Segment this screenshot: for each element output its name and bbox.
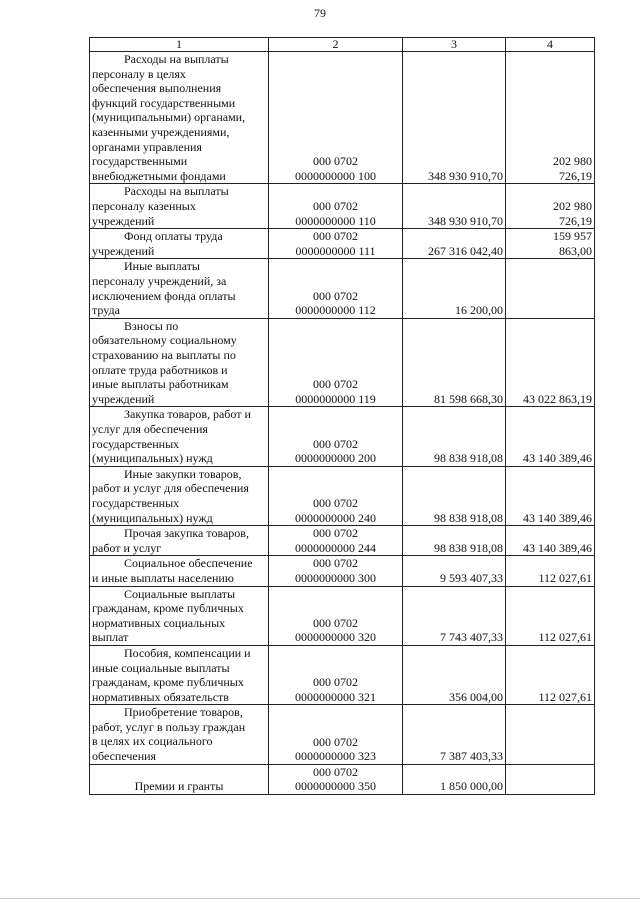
amount-col4-cell: [506, 645, 595, 704]
expense-name-line: учреждений: [92, 243, 155, 258]
expense-name-line: (муниципальных) нужд: [92, 451, 213, 466]
expense-name-line: Расходы на выплаты: [124, 52, 229, 66]
expense-name-line: Приобретение товаров,: [124, 705, 243, 720]
expense-name-cell: [90, 586, 269, 645]
expense-name-line: (муниципальными) органами,: [92, 110, 246, 125]
budget-code-line: 0000000000 110: [295, 213, 376, 228]
expense-name-line: Прочая закупка товаров,: [124, 526, 249, 541]
budget-code-line: 0000000000 350: [295, 779, 376, 794]
amount-col3-value: 98 838 918,08: [434, 510, 503, 525]
budget-code-cell: [269, 645, 403, 704]
column-header-4: 4: [506, 38, 595, 52]
budget-code-cell: [269, 466, 403, 525]
table-row: [90, 645, 595, 704]
budget-code-line: 0000000000 300: [295, 570, 376, 585]
expense-name-cell: [90, 526, 269, 556]
expense-name-line: государственных: [92, 436, 180, 451]
budget-code-line: 0000000000 244: [295, 540, 376, 555]
column-header-2: 2: [269, 38, 403, 52]
expense-name-line: Фонд оплаты труда: [124, 229, 223, 244]
expense-name-line: услуг для обеспечения: [92, 421, 208, 436]
amount-col4-cell: [506, 526, 595, 556]
expense-name-cell: [90, 229, 269, 259]
table-row: [90, 318, 595, 407]
column-header-1: 1: [90, 38, 269, 52]
header-row: [90, 38, 595, 52]
expense-name-line: Иные выплаты: [124, 259, 200, 274]
expense-name-line: Социальное обеспечение: [124, 556, 253, 571]
expense-name-line: внебюджетными фондами: [92, 168, 226, 183]
amount-col3-cell: [403, 259, 506, 318]
amount-col4-cell: [506, 407, 595, 466]
expense-name-line: казенными учреждениями,: [92, 124, 230, 139]
budget-code-line: 0000000000 100: [295, 168, 376, 183]
table-body: [90, 52, 595, 795]
expense-name-line: персоналу учреждений, за: [92, 273, 227, 288]
amount-col4-value: 202 980: [553, 154, 592, 169]
amount-col4-cell: [506, 229, 595, 259]
budget-code-line: 0000000000 321: [295, 689, 376, 704]
table-row: [90, 466, 595, 525]
expense-name-cell: [90, 556, 269, 586]
table-row: [90, 705, 595, 764]
expense-name-line: нормативных обязательств: [92, 689, 229, 704]
budget-code-cell: [269, 184, 403, 229]
expense-name-line: гражданам, кроме публичных: [92, 675, 244, 690]
expense-name-line: обязательному социальному: [92, 333, 237, 348]
table-row: [90, 229, 595, 259]
expense-name-line: работ и услуг: [92, 540, 162, 555]
table-row: [90, 259, 595, 318]
page-number: 79: [314, 6, 326, 20]
amount-col3-value: 9 593 407,33: [440, 570, 503, 585]
budget-table: [89, 37, 595, 795]
amount-col3-cell: [403, 556, 506, 586]
expense-name-cell: [90, 407, 269, 466]
budget-code-line: 000 0702: [313, 154, 358, 169]
amount-col4-value: 112 027,61: [538, 570, 592, 585]
amount-col3-cell: [403, 466, 506, 525]
expense-name-line: Пособия, компенсации и: [124, 645, 251, 660]
amount-col3-value: 16 200,00: [455, 303, 503, 318]
amount-col4-value: 112 027,61: [538, 630, 592, 645]
column-header-3: 3: [403, 38, 506, 52]
expense-name-line: обеспечения: [92, 749, 157, 764]
amount-col3-value: 7 387 403,33: [440, 749, 503, 764]
budget-code-line: 0000000000 240: [295, 510, 376, 525]
table-row: [90, 586, 595, 645]
amount-col4-cell: [506, 466, 595, 525]
amount-col3-value: 7 743 407,33: [440, 630, 503, 645]
amount-col3-cell: [403, 764, 506, 794]
amount-col3-value: 1 850 000,00: [440, 779, 503, 794]
amount-col4-value: 43 140 389,46: [523, 540, 592, 555]
budget-code-cell: [269, 764, 403, 794]
amount-col4-value: 112 027,61: [538, 689, 592, 704]
amount-col4-value: 202 980: [553, 199, 592, 213]
budget-code-line: 000 0702: [313, 764, 358, 779]
budget-code-cell: [269, 526, 403, 556]
budget-code-line: 0000000000 200: [295, 451, 376, 466]
amount-col4-cell: [506, 556, 595, 586]
amount-col4-value: 726,19: [559, 168, 592, 183]
budget-code-line: 0000000000 323: [295, 749, 376, 764]
amount-col4-cell: [506, 705, 595, 764]
budget-code-cell: [269, 705, 403, 764]
expense-name-line: персоналу казенных: [92, 198, 196, 213]
expense-name-line: иные социальные выплаты: [92, 660, 230, 675]
amount-col3-cell: [403, 318, 506, 407]
budget-code-line: 000 0702: [313, 199, 358, 213]
amount-col3-cell: [403, 184, 506, 229]
budget-code-line: 000 0702: [313, 495, 358, 510]
budget-code-line: 000 0702: [313, 675, 358, 690]
expense-name-line: государственных: [92, 495, 180, 510]
expense-name-line: труда: [92, 303, 120, 318]
amount-col4-value: 726,19: [559, 213, 592, 228]
budget-code-line: 000 0702: [313, 436, 358, 451]
amount-col4-cell: [506, 318, 595, 407]
expense-name-line: выплат: [92, 630, 129, 645]
budget-code-cell: [269, 556, 403, 586]
expense-name-line: гражданам, кроме публичных: [92, 601, 244, 616]
table-row: [90, 526, 595, 556]
table-row: [90, 407, 595, 466]
expense-name-line: функций государственными: [92, 95, 236, 110]
amount-col4-cell: [506, 764, 595, 794]
amount-col3-value: 348 930 910,70: [428, 213, 503, 228]
amount-col3-value: 98 838 918,08: [434, 540, 503, 555]
expense-name-cell: [90, 705, 269, 764]
budget-code-line: 000 0702: [313, 734, 358, 749]
budget-code-cell: [269, 259, 403, 318]
expense-name-line: и иные выплаты населению: [92, 570, 234, 585]
amount-col4-value: 43 140 389,46: [523, 451, 592, 466]
expense-name-line: Премии и гранты: [134, 779, 224, 794]
budget-code-cell: [269, 407, 403, 466]
expense-name-line: учреждений: [92, 391, 155, 406]
amount-col4-cell: [506, 52, 595, 184]
expense-name-line: работ, услуг в пользу граждан: [92, 719, 246, 734]
expense-name-cell: [90, 318, 269, 407]
budget-code-line: 000 0702: [313, 229, 358, 244]
budget-code-cell: [269, 52, 403, 184]
budget-code-line: 0000000000 111: [295, 243, 376, 258]
expense-name-line: обеспечения выполнения: [92, 81, 222, 96]
budget-code-line: 000 0702: [313, 288, 358, 303]
expense-name-line: Взносы по: [124, 318, 179, 333]
budget-code-line: 000 0702: [313, 615, 358, 630]
expense-name-line: государственными: [92, 154, 188, 169]
expense-name-cell: [90, 259, 269, 318]
page-bottom-rule: [0, 898, 640, 899]
table-row: [90, 52, 595, 184]
table-row: [90, 184, 595, 229]
expense-name-cell: [90, 52, 269, 184]
amount-col3-cell: [403, 52, 506, 184]
amount-col3-cell: [403, 645, 506, 704]
expense-name-line: (муниципальных) нужд: [92, 510, 213, 525]
budget-code-cell: [269, 586, 403, 645]
expense-name-line: персоналу в целях: [92, 66, 186, 81]
amount-col3-value: 348 930 910,70: [428, 168, 503, 183]
expense-name-cell: [90, 184, 269, 229]
expense-name-line: учреждений: [92, 213, 155, 228]
amount-col3-value: 98 838 918,08: [434, 451, 503, 466]
expense-name-line: иные выплаты работникам: [92, 377, 229, 392]
amount-col3-cell: [403, 705, 506, 764]
amount-col3-value: 267 316 042,40: [428, 243, 503, 258]
amount-col3-value: 81 598 668,30: [434, 391, 503, 406]
amount-col3-cell: [403, 407, 506, 466]
expense-name-line: оплате труда работников и: [92, 362, 228, 377]
expense-name-line: исключением фонда оплаты: [92, 288, 236, 303]
expense-name-line: в целях их социального: [92, 734, 213, 749]
amount-col3-cell: [403, 586, 506, 645]
budget-code-line: 000 0702: [313, 526, 358, 541]
amount-col3-cell: [403, 229, 506, 259]
amount-col4-cell: [506, 259, 595, 318]
budget-code-line: 0000000000 119: [295, 391, 376, 406]
expense-name-cell: [90, 764, 269, 794]
expense-name-line: Закупка товаров, работ и: [124, 407, 251, 422]
budget-code-line: 0000000000 112: [295, 303, 376, 318]
budget-code-line: 000 0702: [313, 377, 358, 392]
table-row: [90, 764, 595, 794]
expense-name-line: Социальные выплаты: [124, 586, 236, 601]
expense-name-line: нормативных социальных: [92, 615, 226, 630]
expense-name-line: Иные закупки товаров,: [124, 466, 242, 481]
amount-col4-cell: [506, 184, 595, 229]
expense-name-line: работ и услуг для обеспечения: [92, 481, 249, 496]
amount-col4-value: 43 140 389,46: [523, 510, 592, 525]
expense-name-cell: [90, 645, 269, 704]
amount-col4-value: 863,00: [559, 243, 592, 258]
budget-code-cell: [269, 229, 403, 259]
amount-col4-cell: [506, 586, 595, 645]
amount-col3-value: 356 004,00: [449, 689, 503, 704]
budget-code-cell: [269, 318, 403, 407]
expense-name-cell: [90, 466, 269, 525]
expense-name-line: органами управления: [92, 139, 202, 154]
table-row: [90, 556, 595, 586]
amount-col4-value: 159 957: [553, 229, 592, 244]
amount-col3-cell: [403, 526, 506, 556]
budget-code-line: 0000000000 320: [295, 630, 376, 645]
budget-code-line: 000 0702: [313, 556, 358, 571]
amount-col4-value: 43 022 863,19: [523, 391, 592, 406]
expense-name-line: Расходы на выплаты: [124, 184, 229, 199]
expense-name-line: страхованию на выплаты по: [92, 347, 236, 362]
